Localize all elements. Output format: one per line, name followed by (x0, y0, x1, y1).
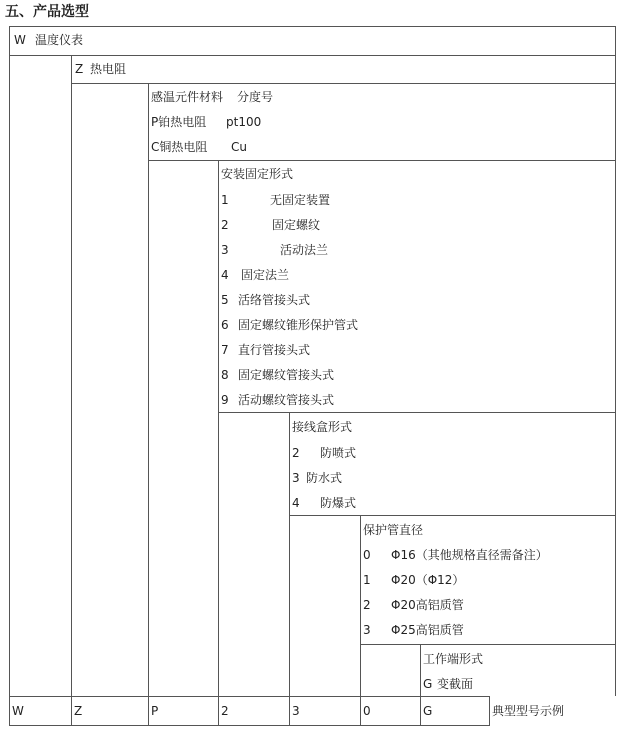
grid-line (218, 160, 219, 726)
grid-line (9, 55, 616, 56)
material-header: 感温元件材料 (151, 90, 224, 104)
mounting-label: 固定法兰 (241, 268, 290, 282)
level-z-label: 热电阻 (90, 62, 127, 76)
example-code: W (12, 704, 24, 718)
mounting-label: 固定螺纹 (272, 218, 321, 232)
grid-line (218, 412, 616, 413)
mounting-label: 固定螺纹管接头式 (238, 368, 335, 382)
grid-line (9, 26, 10, 726)
example-code: G (423, 704, 433, 718)
grid-line (9, 26, 616, 27)
mounting-code: 4 (221, 268, 229, 282)
page-title: 五、产品选型 (5, 4, 89, 20)
mounting-code: 3 (221, 243, 229, 257)
mounting-code: 9 (221, 393, 229, 407)
junction-box-code: 2 (292, 446, 300, 460)
material-header-grade: 分度号 (237, 90, 274, 104)
example-code: 3 (292, 704, 300, 718)
mounting-code: 6 (221, 318, 229, 332)
grid-line (360, 515, 361, 726)
tube-diameter-code: 0 (363, 548, 371, 562)
working-end-header: 工作端形式 (423, 652, 484, 666)
mounting-code: 8 (221, 368, 229, 382)
working-end-label: 变截面 (437, 677, 474, 691)
working-end-code: G (423, 677, 433, 691)
material-row-name: P铂热电阻 (151, 115, 207, 129)
material-row-grade: Cu (231, 140, 247, 154)
junction-box-code: 3 (292, 471, 300, 485)
level-w-code: W (14, 33, 26, 47)
level-w-label: 温度仪表 (35, 33, 84, 47)
mounting-label: 无固定装置 (270, 193, 331, 207)
mounting-header: 安装固定形式 (221, 167, 294, 181)
mounting-code: 7 (221, 343, 229, 357)
grid-line (360, 644, 616, 645)
mounting-label: 活络管接头式 (238, 293, 311, 307)
mounting-label: 活动法兰 (280, 243, 329, 257)
junction-box-label: 防喷式 (320, 446, 357, 460)
grid-line (489, 696, 490, 726)
grid-line (9, 725, 489, 726)
example-code: Z (74, 704, 83, 718)
grid-line (148, 83, 149, 726)
mounting-label: 直行管接头式 (238, 343, 311, 357)
example-label: 典型型号示例 (492, 704, 565, 718)
junction-box-label: 防爆式 (320, 496, 357, 510)
material-row-grade: pt100 (226, 115, 262, 129)
tube-diameter-code: 2 (363, 598, 371, 612)
tube-diameter-label: Φ20（Φ12） (391, 573, 465, 587)
material-row-name: C铜热电阻 (151, 140, 208, 154)
tube-diameter-label: Φ20高铝质管 (391, 598, 464, 612)
grid-line (71, 83, 616, 84)
grid-line (9, 696, 489, 697)
junction-box-header: 接线盒形式 (292, 420, 353, 434)
tube-diameter-code: 1 (363, 573, 371, 587)
mounting-label: 活动螺纹管接头式 (238, 393, 335, 407)
grid-line (289, 515, 616, 516)
example-code: 0 (363, 704, 371, 718)
mounting-label: 固定螺纹锥形保护管式 (238, 318, 359, 332)
tube-diameter-label: Φ16（其他规格直径需备注） (391, 548, 548, 562)
tube-diameter-header: 保护管直径 (363, 523, 424, 537)
grid-line (420, 644, 421, 726)
grid-line (615, 26, 616, 696)
example-code: 2 (221, 704, 229, 718)
mounting-code: 5 (221, 293, 229, 307)
level-z-code: Z (75, 62, 84, 76)
junction-box-code: 4 (292, 496, 300, 510)
junction-box-label: 防水式 (306, 471, 343, 485)
example-code: P (151, 704, 159, 718)
mounting-code: 1 (221, 193, 229, 207)
grid-line (71, 55, 72, 726)
grid-line (289, 412, 290, 726)
tube-diameter-label: Φ25高铝质管 (391, 623, 464, 637)
tube-diameter-code: 3 (363, 623, 371, 637)
mounting-code: 2 (221, 218, 229, 232)
